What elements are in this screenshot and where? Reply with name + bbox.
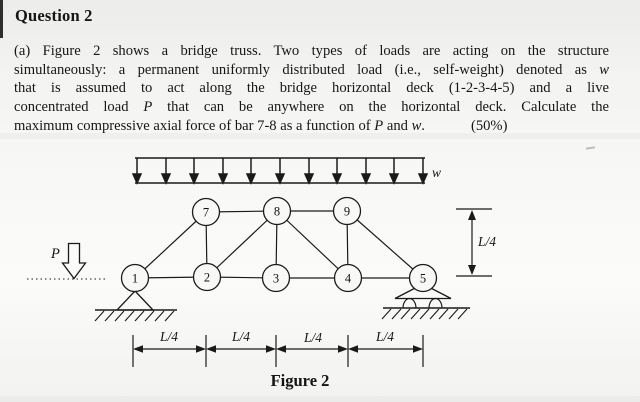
scan-edge-artifact: [0, 0, 3, 38]
span-dimension-1: [133, 345, 206, 353]
line2-text: simultaneously: a permanent uniformly distributed load (i.e., self-weight) denoted as: [14, 61, 600, 78]
member-2-8: [207, 211, 277, 277]
load-arrow: [162, 158, 170, 183]
line3-text: that is assumed to act along the bridge horizontal deck (1-2-3-4-5) and a live: [14, 80, 609, 97]
node-5-label: 5: [419, 271, 427, 286]
line4-text-b: that can be anywhere on the horizontal deck. Calculate the: [152, 99, 610, 116]
line1-text: (a) Figure 2 shows a bridge truss. Two types of loads are acting on the structure: [14, 43, 609, 59]
span-dimension-labels: [159, 329, 394, 345]
node-labels: [132, 205, 426, 286]
line5-text-c: .: [421, 117, 425, 134]
point-load-label: P: [51, 246, 60, 262]
span-dim-label-1: L/4: [159, 329, 179, 344]
member-5-9: [347, 211, 423, 278]
line5-text-b: and: [383, 117, 412, 134]
span-dim-label-4: L/4: [375, 329, 395, 344]
point-load: [27, 244, 107, 280]
figure-caption: Figure 2: [270, 371, 330, 390]
roller-wheel: [403, 299, 416, 308]
load-arrow: [276, 158, 284, 183]
node-1-label: 1: [131, 271, 139, 286]
roller-wheel: [429, 299, 442, 309]
node-7-label: 7: [202, 205, 210, 220]
marks-label: (50%): [470, 117, 508, 134]
scan-noise-band: [0, 396, 640, 402]
question-title: Question 2: [15, 6, 93, 25]
distributed-load-label: w: [432, 165, 442, 180]
line4-text-a: concentrated load: [14, 99, 144, 116]
load-arrow: [333, 158, 341, 183]
node-2-label: 2: [203, 270, 211, 285]
point-load-arrow: [63, 244, 86, 279]
distributed-load: [133, 158, 427, 183]
line5-text-a: maximum compressive axial force of bar 7-8 as a function of: [14, 117, 375, 134]
span-dim-label-2: L/4: [231, 329, 251, 344]
node-3-label: 3: [272, 271, 280, 286]
var-w2: w: [411, 117, 422, 134]
height-dimension-label: L/4: [478, 234, 497, 249]
load-arrow: [362, 158, 370, 183]
pin-support: [95, 291, 177, 321]
load-arrow: [133, 158, 141, 183]
load-arrow: [305, 158, 313, 183]
ground-hatching: [95, 311, 174, 321]
span-dimension-2: [206, 345, 276, 353]
load-arrow: [390, 158, 398, 183]
span-dimension-3: [276, 345, 348, 353]
span-dimension-4: [348, 345, 423, 353]
node-9-label: 9: [343, 204, 351, 219]
load-arrow: [190, 158, 198, 183]
load-arrow: [419, 158, 427, 183]
member-1-7: [135, 212, 206, 278]
ground-hatching: [382, 309, 467, 319]
load-arrow: [247, 158, 255, 183]
span-dim-label-3: L/4: [303, 330, 323, 345]
var-w: w: [599, 61, 609, 78]
load-arrow: [219, 158, 227, 183]
var-p2: P: [374, 117, 384, 134]
var-p: P: [143, 99, 153, 116]
node-8-label: 8: [273, 204, 281, 219]
scan-noise-band: [0, 133, 640, 139]
node-4-label: 4: [344, 271, 352, 286]
